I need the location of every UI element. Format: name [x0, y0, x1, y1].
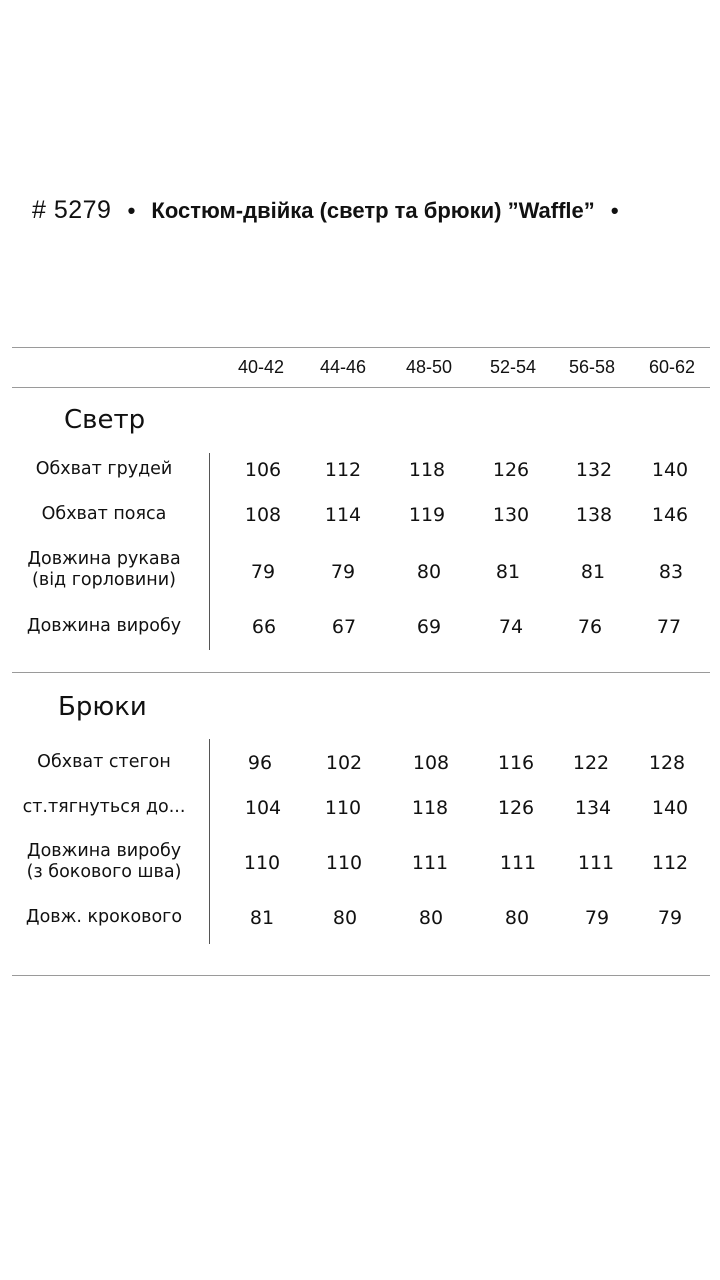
- cell-value: 110: [243, 852, 281, 874]
- row-label: ст.тягнуться до...: [22, 797, 186, 817]
- cell-value: 74: [498, 616, 524, 638]
- size-col-1: 40-42: [237, 357, 285, 377]
- cell-value: 111: [577, 852, 615, 874]
- bullet-separator: •: [127, 198, 136, 223]
- cell-value: 81: [249, 907, 275, 929]
- cell-value: 81: [495, 561, 521, 583]
- divider-middle: [12, 672, 710, 673]
- row-label: Обхват пояса: [41, 504, 167, 524]
- size-header-row: [0, 357, 720, 383]
- cell-value: 106: [244, 459, 282, 481]
- cell-value: 122: [572, 752, 610, 774]
- cell-value: 83: [658, 561, 684, 583]
- cell-value: 80: [418, 907, 444, 929]
- cell-value: 134: [574, 797, 612, 819]
- divider-under-sizes: [12, 387, 710, 388]
- divider-bottom: [12, 975, 710, 976]
- column-divider-pants: [209, 739, 210, 944]
- cell-value: 118: [408, 459, 446, 481]
- cell-value: 140: [651, 797, 689, 819]
- cell-value: 108: [244, 504, 282, 526]
- cell-value: 110: [325, 852, 363, 874]
- cell-value: 130: [492, 504, 530, 526]
- section-title-sweater: Светр: [64, 405, 146, 435]
- cell-value: 69: [416, 616, 442, 638]
- row-label: Довжина виробу: [26, 616, 182, 636]
- cell-value: 76: [577, 616, 603, 638]
- cell-value: 126: [492, 459, 530, 481]
- cell-value: 140: [651, 459, 689, 481]
- cell-value: 118: [411, 797, 449, 819]
- cell-value: 112: [324, 459, 362, 481]
- cell-value: 102: [325, 752, 363, 774]
- row-label: Обхват грудей: [35, 459, 173, 479]
- cell-value: 67: [331, 616, 357, 638]
- bullet-separator-end: •: [610, 198, 619, 223]
- cell-value: 132: [575, 459, 613, 481]
- cell-value: 80: [504, 907, 530, 929]
- cell-value: 114: [324, 504, 362, 526]
- cell-value: 80: [416, 561, 442, 583]
- section-title-pants: Брюки: [58, 692, 147, 722]
- product-name: Костюм-двійка (светр та брюки) ”Waffle”: [151, 198, 595, 223]
- cell-value: 111: [411, 852, 449, 874]
- cell-value: 81: [580, 561, 606, 583]
- size-col-4: 52-54: [489, 357, 537, 377]
- cell-value: 80: [332, 907, 358, 929]
- row-label: Довж. крокового: [25, 907, 183, 927]
- cell-value: 112: [651, 852, 689, 874]
- row-label: Довжина рукава (від горловини): [27, 549, 181, 590]
- size-col-5: 56-58: [568, 357, 616, 377]
- cell-value: 79: [584, 907, 610, 929]
- row-label: Обхват стегон: [37, 752, 171, 772]
- cell-value: 126: [497, 797, 535, 819]
- product-number: # 5279: [32, 196, 112, 224]
- size-col-3: 48-50: [405, 357, 453, 377]
- cell-value: 146: [651, 504, 689, 526]
- cell-value: 79: [330, 561, 356, 583]
- cell-value: 104: [244, 797, 282, 819]
- cell-value: 96: [247, 752, 273, 774]
- cell-value: 119: [408, 504, 446, 526]
- divider-top: [12, 347, 710, 348]
- row-label: Довжина виробу (з бокового шва): [26, 841, 182, 882]
- cell-value: 111: [499, 852, 537, 874]
- cell-value: 110: [324, 797, 362, 819]
- cell-value: 79: [657, 907, 683, 929]
- cell-value: 116: [497, 752, 535, 774]
- cell-value: 77: [656, 616, 682, 638]
- cell-value: 66: [251, 616, 277, 638]
- cell-value: 79: [250, 561, 276, 583]
- column-divider-sweater: [209, 453, 210, 650]
- size-col-6: 60-62: [648, 357, 696, 377]
- cell-value: 138: [575, 504, 613, 526]
- cell-value: 128: [648, 752, 686, 774]
- product-title: [32, 196, 629, 225]
- size-col-2: 44-46: [319, 357, 367, 377]
- cell-value: 108: [412, 752, 450, 774]
